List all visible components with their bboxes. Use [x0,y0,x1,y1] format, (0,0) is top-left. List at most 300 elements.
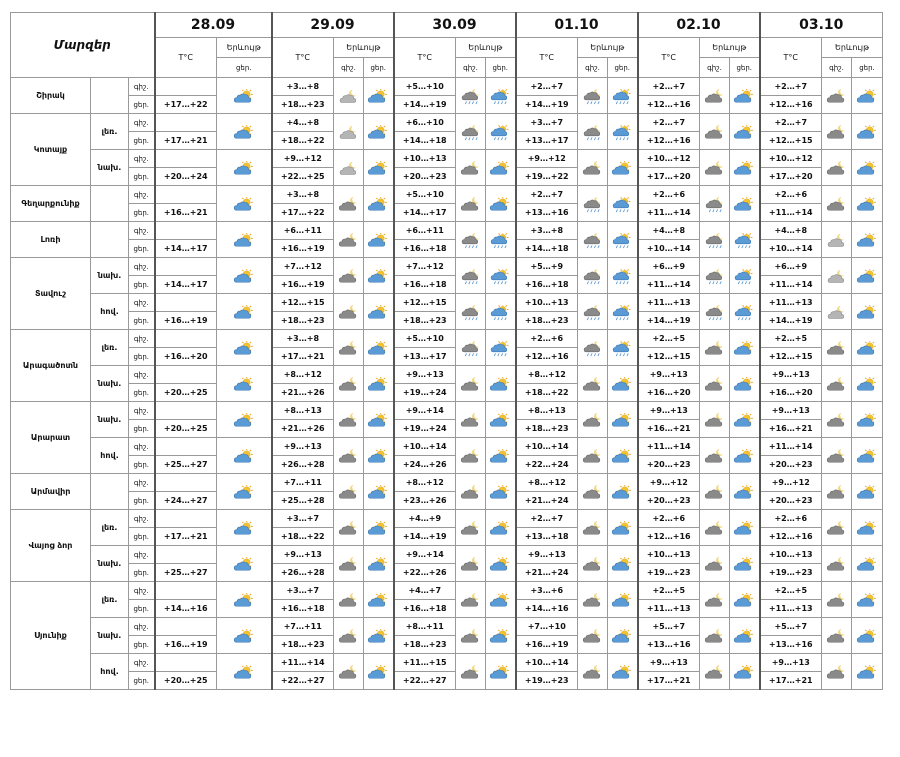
weather-icon-cell-day [608,510,638,546]
cloudy-night-icon [582,593,604,609]
cloudy-night-icon [460,629,482,645]
temp-range: +25…+27 [155,564,217,582]
weather-icon-cell-day [486,186,516,222]
weather-icon-cell [217,294,272,330]
temp-range [155,222,217,240]
weather-icon-cell-day [730,510,760,546]
cloudy-night-icon [704,449,726,465]
time-of-day-label: ցեր. [129,456,155,474]
cloudy-night-icon [704,377,726,393]
time-of-day-label: գիշ. [129,366,155,384]
time-of-day-label: գիշ. [129,546,155,564]
weather-icon-cell-day [730,258,760,294]
weather-icon-cell-day [852,294,883,330]
temp-range: +9…+13 [272,438,334,456]
weather-icon-cell-day [608,474,638,510]
temp-range: +3…+7 [272,510,334,528]
cloudy-night-icon [704,161,726,177]
weather-icon-cell-day [364,294,394,330]
partly-cloudy-night-icon [826,233,848,249]
time-of-day-label: ցեր. [129,528,155,546]
weather-icon-cell-night [700,474,730,510]
cloudy-night-icon [460,413,482,429]
sun-cloud-icon [367,557,389,573]
temp-range: +2…+6 [516,330,578,348]
weather-icon-cell-day [730,654,760,690]
temp-range [155,402,217,420]
temp-range: +19…+23 [516,672,578,690]
temp-range: +21…+24 [516,492,578,510]
weather-icon-cell-day [730,402,760,438]
cloud-sun-rain-icon [489,89,511,105]
sun-cloud-icon [733,125,755,141]
temp-range: +10…+14 [638,240,700,258]
sun-cloud-icon [489,449,511,465]
sun-cloud-icon [489,161,511,177]
temp-range: +12…+16 [760,528,822,546]
sun-cloud-icon [733,377,755,393]
weather-icon-cell-day [364,546,394,582]
weather-icon-cell-day [852,474,883,510]
temp-range: +4…+9 [394,510,456,528]
temp-range: +5…+9 [516,258,578,276]
cloudy-night-icon [338,269,360,285]
sun-cloud-icon [233,449,255,465]
zone-label: լեռ. [91,582,129,618]
cloudy-night-icon [826,377,848,393]
time-of-day-label: գիշ. [129,474,155,492]
time-of-day-label: ցեր. [129,96,155,114]
weather-icon-cell-night [456,258,486,294]
weather-icon-cell-day [730,474,760,510]
weather-icon-cell-night [334,114,364,150]
temp-range: +18…+23 [272,636,334,654]
time-of-day-label: ցեր. [129,672,155,690]
weather-icon-cell-day [486,294,516,330]
temp-range: +2…+5 [760,330,822,348]
temp-range: +21…+26 [272,420,334,438]
temp-range: +14…+17 [155,276,217,294]
cloudy-night-icon [582,521,604,537]
weather-icon-cell-night [456,114,486,150]
weather-icon-cell-day [364,258,394,294]
weather-icon-cell-night [822,438,852,474]
temp-range: +14…+16 [155,600,217,618]
temp-range: +9…+13 [638,402,700,420]
sun-cloud-icon [611,449,633,465]
weather-icon-cell-night [822,366,852,402]
temp-range: +12…+16 [638,96,700,114]
sun-cloud-icon [233,377,255,393]
temp-range: +17…+21 [272,348,334,366]
sun-cloud-icon [489,557,511,573]
temp-range: +2…+7 [638,78,700,96]
temp-range: +11…+14 [760,438,822,456]
time-of-day-label: գիշ. [129,618,155,636]
zone-label: նախ. [91,402,129,438]
weather-icon-cell-night [456,222,486,258]
sun-cloud-icon [367,269,389,285]
temp-range: +2…+5 [638,330,700,348]
cloud-sun-rain-icon [611,125,633,141]
weather-icon-cell-night [334,150,364,186]
sun-cloud-icon [233,341,255,357]
temp-range: +13…+17 [516,132,578,150]
weather-icon-cell-night [822,510,852,546]
cloud-sun-rain-icon [489,305,511,321]
temp-range: +14…+18 [394,132,456,150]
sun-cloud-icon [367,413,389,429]
temp-range: +18…+23 [394,636,456,654]
cloudy-night-icon [582,665,604,681]
temp-range: +18…+22 [516,384,578,402]
zone-label [91,186,129,222]
time-of-day-label: գիշ. [129,294,155,312]
temp-range: +16…+18 [394,276,456,294]
weather-icon-cell-day [730,546,760,582]
weather-icon-cell-night [822,654,852,690]
region-name: Շիրակ [11,78,91,114]
temp-range: +9…+13 [638,654,700,672]
cloudy-night-icon [582,629,604,645]
weather-icon-cell-day [486,582,516,618]
temp-range: +2…+7 [760,78,822,96]
weather-icon-cell-night [822,186,852,222]
temp-range: +17…+22 [272,204,334,222]
weather-icon-cell-day [852,582,883,618]
weather-icon-cell-day [730,114,760,150]
temp-range: +11…+13 [760,600,822,618]
temp-range: +11…+14 [638,204,700,222]
region-name: Վայոց ձոր [11,510,91,582]
temp-range: +11…+13 [638,294,700,312]
temp-range: +16…+21 [760,420,822,438]
night-header: գիշ. [456,58,486,78]
weather-icon-cell-night [700,330,730,366]
temp-range: +6…+11 [394,222,456,240]
weather-icon-cell-day [364,654,394,690]
cloudy-night-icon [338,377,360,393]
cloudy-night-icon [826,593,848,609]
temp-range: +12…+15 [760,132,822,150]
partly-cloudy-night-icon [826,269,848,285]
time-of-day-label: ցեր. [129,348,155,366]
sun-cloud-icon [856,557,878,573]
cloudy-night-icon [460,377,482,393]
temp-range: +18…+23 [394,312,456,330]
weather-icon-cell-night [822,114,852,150]
temp-range: +17…+20 [760,168,822,186]
weather-icon-cell-day [852,330,883,366]
weather-icon-cell-night [700,186,730,222]
temp-range: +5…+10 [394,78,456,96]
cloudy-night-icon [826,485,848,501]
weather-icon-cell-night [822,474,852,510]
temp-range: +11…+14 [272,654,334,672]
cloud-sun-rain-icon [733,233,755,249]
sun-cloud-icon [611,377,633,393]
cloudy-night-rain-icon [582,89,604,105]
temp-range: +10…+14 [516,654,578,672]
sun-cloud-icon [367,593,389,609]
temp-range: +13…+16 [760,636,822,654]
temp-range: +2…+7 [516,78,578,96]
cloudy-night-icon [338,197,360,213]
temp-range: +11…+14 [638,276,700,294]
time-of-day-label: գիշ. [129,258,155,276]
time-of-day-label: գիշ. [129,654,155,672]
weather-icon-cell-day [608,78,638,114]
temp-range [155,366,217,384]
sun-cloud-icon [489,629,511,645]
weather-icon-cell-day [730,618,760,654]
table-row [11,114,883,132]
temp-range: +16…+18 [516,276,578,294]
day-header: ցեր. [730,58,760,78]
sun-cloud-icon [367,89,389,105]
weather-icon-cell-night [334,510,364,546]
temp-range: +17…+21 [760,672,822,690]
temp-range: +14…+18 [516,240,578,258]
temp-range: +12…+16 [638,528,700,546]
temp-range: +3…+8 [272,78,334,96]
temp-range: +16…+19 [272,240,334,258]
temp-range: +21…+24 [516,564,578,582]
cloudy-night-icon [704,485,726,501]
time-of-day-label: ցեր. [129,384,155,402]
temp-header: T°C [638,38,700,78]
sun-cloud-icon [489,593,511,609]
partly-cloudy-night-icon [826,305,848,321]
temp-range: +22…+25 [272,168,334,186]
temp-range: +17…+22 [155,96,217,114]
sun-cloud-icon [733,485,755,501]
temp-range: +8…+12 [516,474,578,492]
time-of-day-label: գիշ. [129,330,155,348]
temp-range: +20…+25 [155,384,217,402]
weather-icon-cell-day [608,654,638,690]
temp-range: +8…+12 [516,366,578,384]
temp-range: +22…+26 [394,564,456,582]
sun-cloud-icon [233,593,255,609]
weather-icon-cell [217,582,272,618]
sun-cloud-icon [733,665,755,681]
weather-icon-cell-day [486,546,516,582]
weather-icon-cell-night [578,150,608,186]
sun-cloud-icon [367,125,389,141]
weather-icon-cell-night [456,582,486,618]
weather-icon-cell-night [822,618,852,654]
zone-label: լեռ. [91,510,129,546]
cloudy-night-icon [460,197,482,213]
temp-range: +14…+19 [516,96,578,114]
weather-icon-cell-night [334,258,364,294]
weather-icon-cell-night [334,546,364,582]
weather-icon-cell-night [578,438,608,474]
weather-icon-cell-day [364,366,394,402]
temp-range: +9…+12 [760,474,822,492]
temp-range: +9…+12 [638,474,700,492]
temp-range: +2…+6 [760,510,822,528]
weather-icon-cell-day [730,294,760,330]
temp-range: +2…+7 [638,114,700,132]
sun-cloud-icon [733,629,755,645]
zone-label: լեռ. [91,330,129,366]
sun-cloud-icon [611,593,633,609]
temp-range: +8…+11 [394,618,456,636]
temp-range [155,618,217,636]
weather-icon-cell [217,186,272,222]
cloudy-night-icon [338,413,360,429]
zone-label: նախ. [91,150,129,186]
weather-icon-cell-night [578,618,608,654]
weather-icon-cell-day [608,186,638,222]
cloudy-night-icon [582,161,604,177]
weather-icon-cell-day [608,618,638,654]
weather-icon-cell [217,510,272,546]
weather-icon-cell-day [486,510,516,546]
time-of-day-label: գիշ. [129,186,155,204]
date-header: 03.10 [760,13,883,38]
temp-range: +16…+20 [760,384,822,402]
table-row [11,150,883,168]
temp-range: +17…+21 [155,132,217,150]
sun-cloud-icon [233,161,255,177]
temp-range: +9…+13 [760,366,822,384]
sun-cloud-icon [856,161,878,177]
cloudy-night-icon [704,593,726,609]
night-header: գիշ. [822,58,852,78]
weather-icon-cell-day [486,258,516,294]
sun-cloud-icon [367,521,389,537]
time-of-day-label: ցեր. [129,564,155,582]
sun-cloud-icon [856,89,878,105]
temp-range: +16…+21 [638,420,700,438]
sun-cloud-icon [233,665,255,681]
sun-cloud-icon [367,665,389,681]
weather-icon-cell-night [578,294,608,330]
weather-icon-cell-night [700,294,730,330]
weather-icon-cell-day [608,366,638,402]
weather-icon-cell-day [730,330,760,366]
weather-icon-cell-night [822,402,852,438]
temp-range: +16…+20 [638,384,700,402]
temp-range: +26…+28 [272,564,334,582]
weather-icon-cell-night [700,114,730,150]
weather-icon-cell-day [852,258,883,294]
temp-range: +9…+12 [272,150,334,168]
time-of-day-label: ցեր. [129,636,155,654]
temp-range: +13…+18 [516,528,578,546]
cloudy-night-icon [338,449,360,465]
sun-cloud-icon [367,485,389,501]
weather-icon-cell-day [730,186,760,222]
partly-cloudy-night-icon [338,161,360,177]
cloudy-night-icon [460,485,482,501]
cloudy-night-icon [582,377,604,393]
temp-range: +20…+23 [394,168,456,186]
time-of-day-label: գիշ. [129,582,155,600]
sun-cloud-icon [367,341,389,357]
temp-range: +4…+8 [272,114,334,132]
weather-icon-cell-night [822,294,852,330]
cloud-sun-rain-icon [733,305,755,321]
weather-icon-cell-night [578,78,608,114]
time-of-day-label: գիշ. [129,150,155,168]
sun-cloud-icon [367,161,389,177]
weather-icon-cell-day [486,654,516,690]
temp-range: +9…+12 [516,150,578,168]
temp-range: +10…+13 [394,150,456,168]
temp-range: +17…+20 [638,168,700,186]
temp-range [155,582,217,600]
weather-icon-cell-night [578,258,608,294]
weather-icon-cell-night [822,150,852,186]
night-header: գիշ. [700,58,730,78]
sun-cloud-icon [611,557,633,573]
temp-range: +9…+13 [516,546,578,564]
weather-icon-cell-night [822,78,852,114]
sun-cloud-icon [233,629,255,645]
sun-cloud-icon [233,89,255,105]
temp-range: +21…+26 [272,384,334,402]
sun-cloud-icon [611,485,633,501]
temp-range: +19…+24 [394,384,456,402]
weather-icon-cell-day [486,222,516,258]
time-of-day-label: գիշ. [129,222,155,240]
sun-cloud-icon [233,485,255,501]
sun-cloud-icon [489,377,511,393]
temp-range: +16…+18 [394,600,456,618]
cloudy-night-rain-icon [460,89,482,105]
sun-cloud-icon [611,665,633,681]
weather-header: Երևույթ [700,38,760,58]
weather-icon-cell-day [364,222,394,258]
time-of-day-label: գիշ. [129,114,155,132]
temp-range: +13…+17 [394,348,456,366]
table-row [11,582,883,600]
temp-range: +11…+13 [760,294,822,312]
temp-range: +6…+11 [272,222,334,240]
temp-range: +2…+5 [760,582,822,600]
weather-icon-cell-night [334,366,364,402]
weather-icon-cell-night [700,366,730,402]
temp-range: +14…+19 [394,96,456,114]
weather-icon-cell-day [852,618,883,654]
temp-range: +11…+15 [394,654,456,672]
weather-icon-cell-night [456,618,486,654]
cloud-sun-rain-icon [489,341,511,357]
weather-icon-cell-day [364,186,394,222]
temp-range: +19…+22 [516,168,578,186]
weather-icon-cell-night [578,510,608,546]
temp-range: +16…+18 [272,600,334,618]
cloudy-night-icon [338,341,360,357]
weather-icon-cell-night [578,330,608,366]
temp-range: +10…+14 [760,240,822,258]
temp-range: +4…+8 [760,222,822,240]
cloudy-night-icon [826,449,848,465]
temp-range: +20…+23 [760,492,822,510]
cloudy-night-icon [704,125,726,141]
weather-icon-cell-night [456,78,486,114]
temp-range: +2…+6 [760,186,822,204]
sun-cloud-icon [733,89,755,105]
temp-range: +12…+15 [760,348,822,366]
sun-cloud-icon [233,557,255,573]
forecast-table-wrap [10,12,883,690]
region-name: Սյունիք [11,582,91,690]
